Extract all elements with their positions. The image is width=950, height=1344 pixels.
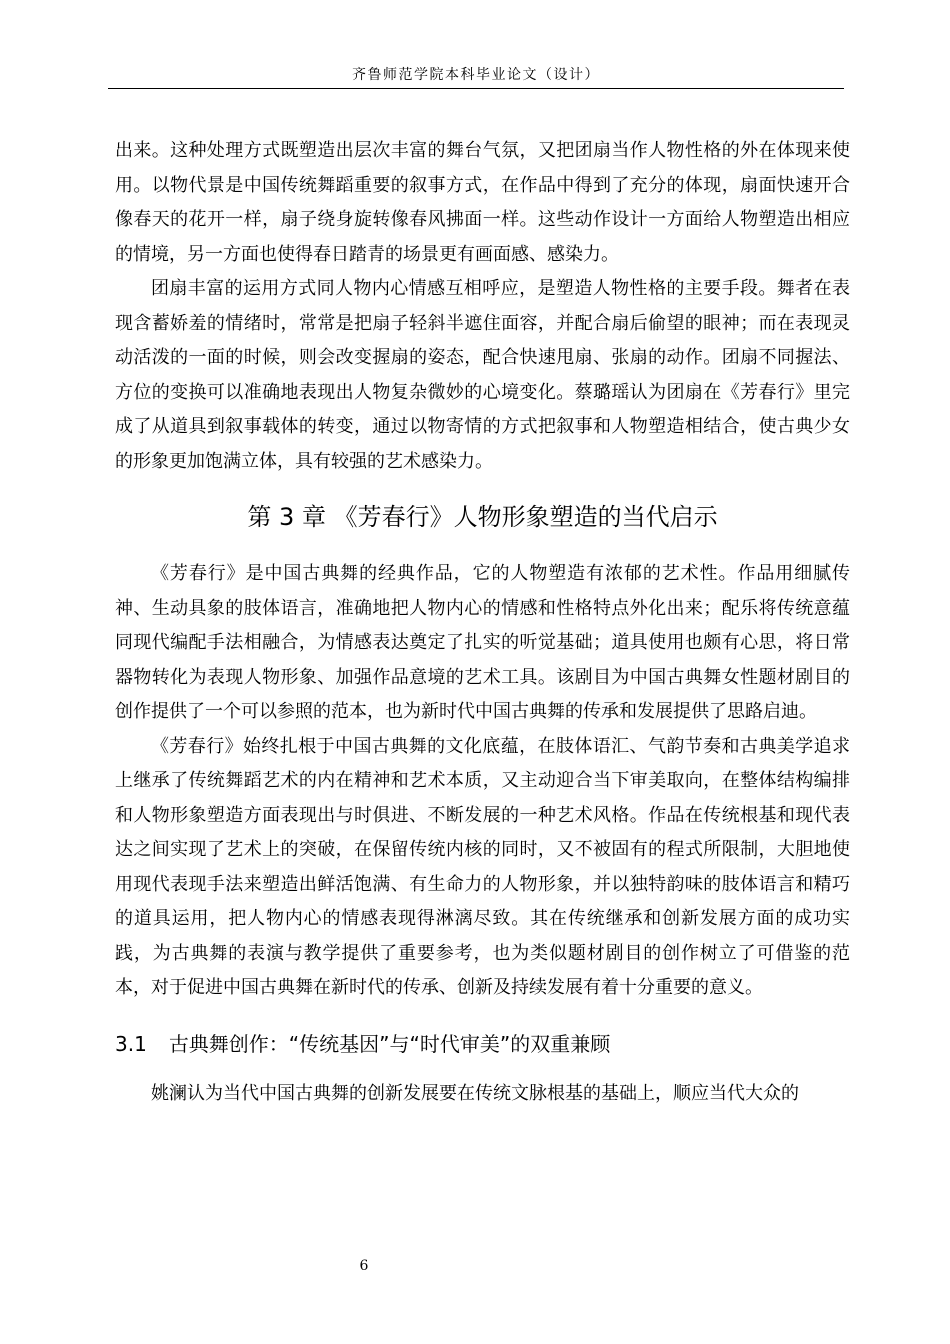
page-number: 6 xyxy=(359,1258,369,1274)
paragraph-tradition-innovation: 《芳春行》始终扎根于中国古典舞的文化底蕴，在肢体语汇、气韵节奏和古典美学追求上继承了传统舞蹈艺术的内在精神和艺术本质，又主动迎合当下审美取向，在整体结构编排和人物形象塑造方面表现出与时俱进、不断发展的一种艺术风格。作品在传统根基和现代表达之间实现了艺术上的突破，在保留传统内核的同时，又不被固有的程式所限制，大胆地使用现代表现手法来塑造出鲜活饱满、有生命力的人物形象，并以独特韵味的肢体语言和精巧的道具运用，把人物内心的情感表现得淋漓尽致。其在传统继承和创新发展方面的成功实践，为古典舞的表演与教学提供了重要参考，也为类似题材剧目的创作树立了可借鉴的范本，对于促进中国古典舞在新时代的传承、创新及持续发展有着十分重要的意义。 xyxy=(115,735,850,998)
section-title: 古典舞创作：“传统基因”与“时代审美”的双重兼顾 xyxy=(168,1031,611,1056)
section-heading xyxy=(115,1023,850,1065)
running-header: 齐鲁师范学院本科毕业论文（设计） xyxy=(352,67,600,83)
paragraph-fan-usage: 团扇丰富的运用方式同人物内心情感互相呼应，是塑造人物性格的主要手段。舞者在表现含蓄娇羞的情绪时，常常是把扇子轻斜半遮住面容，并配合扇后偷望的眼神；而在表现灵动活泼的一面的时候，则会改变握扇的姿态，配合快速甩扇、张扇的动作。团扇不同握法、方位的变换可以准确地表现出人物复杂微妙的心境变化。蔡璐瑶认为团扇在《芳春行》里完成了从道具到叙事载体的转变，通过以物寄情的方式把叙事和人物塑造相结合，使古典少女的形象更加饱满立体，具有较强的艺术感染力。 xyxy=(115,278,850,472)
paragraph-chapter-intro: 《芳春行》是中国古典舞的经典作品，它的人物塑造有浓郁的艺术性。作品用细腻传神、生动具象的肢体语言，准确地把人物内心的情感和性格特点外化出来；配乐将传统意蕴同现代编配手法相融合，为情感表达奠定了扎实的听觉基础；道具使用也颇有心思，将日常器物转化为表现人物形象、加强作品意境的艺术工具。该剧目为中国古典舞女性题材剧目的创作提供了一个可以参照的范本，也为新时代中国古典舞的传承和发展提供了思路启迪。 xyxy=(115,563,850,722)
chapter-title: 第 3 章 《芳春行》人物形象塑造的当代启示 xyxy=(247,503,718,531)
paragraph-section-start: 姚澜认为当代中国古典舞的创新发展要在传统文脉根基的基础上，顺应当代大众的 xyxy=(151,1082,799,1104)
section-number: 3.1 xyxy=(115,1031,147,1056)
page-body xyxy=(115,134,850,1111)
header-divider xyxy=(108,88,844,89)
paragraph-continuation: 出来。这种处理方式既塑造出层次丰富的舞台气氛，又把团扇当作人物性格的外在体现来使用。以物代景是中国传统舞蹈重要的叙事方式，在作品中得到了充分的体现，扇面快速开合像春天的花开一样，扇子绕身旋转像春风拂面一样。这些动作设计一方面给人物塑造出相应的情境，另一方面也使得春日踏青的场景更有画面感、感染力。 xyxy=(115,140,850,265)
